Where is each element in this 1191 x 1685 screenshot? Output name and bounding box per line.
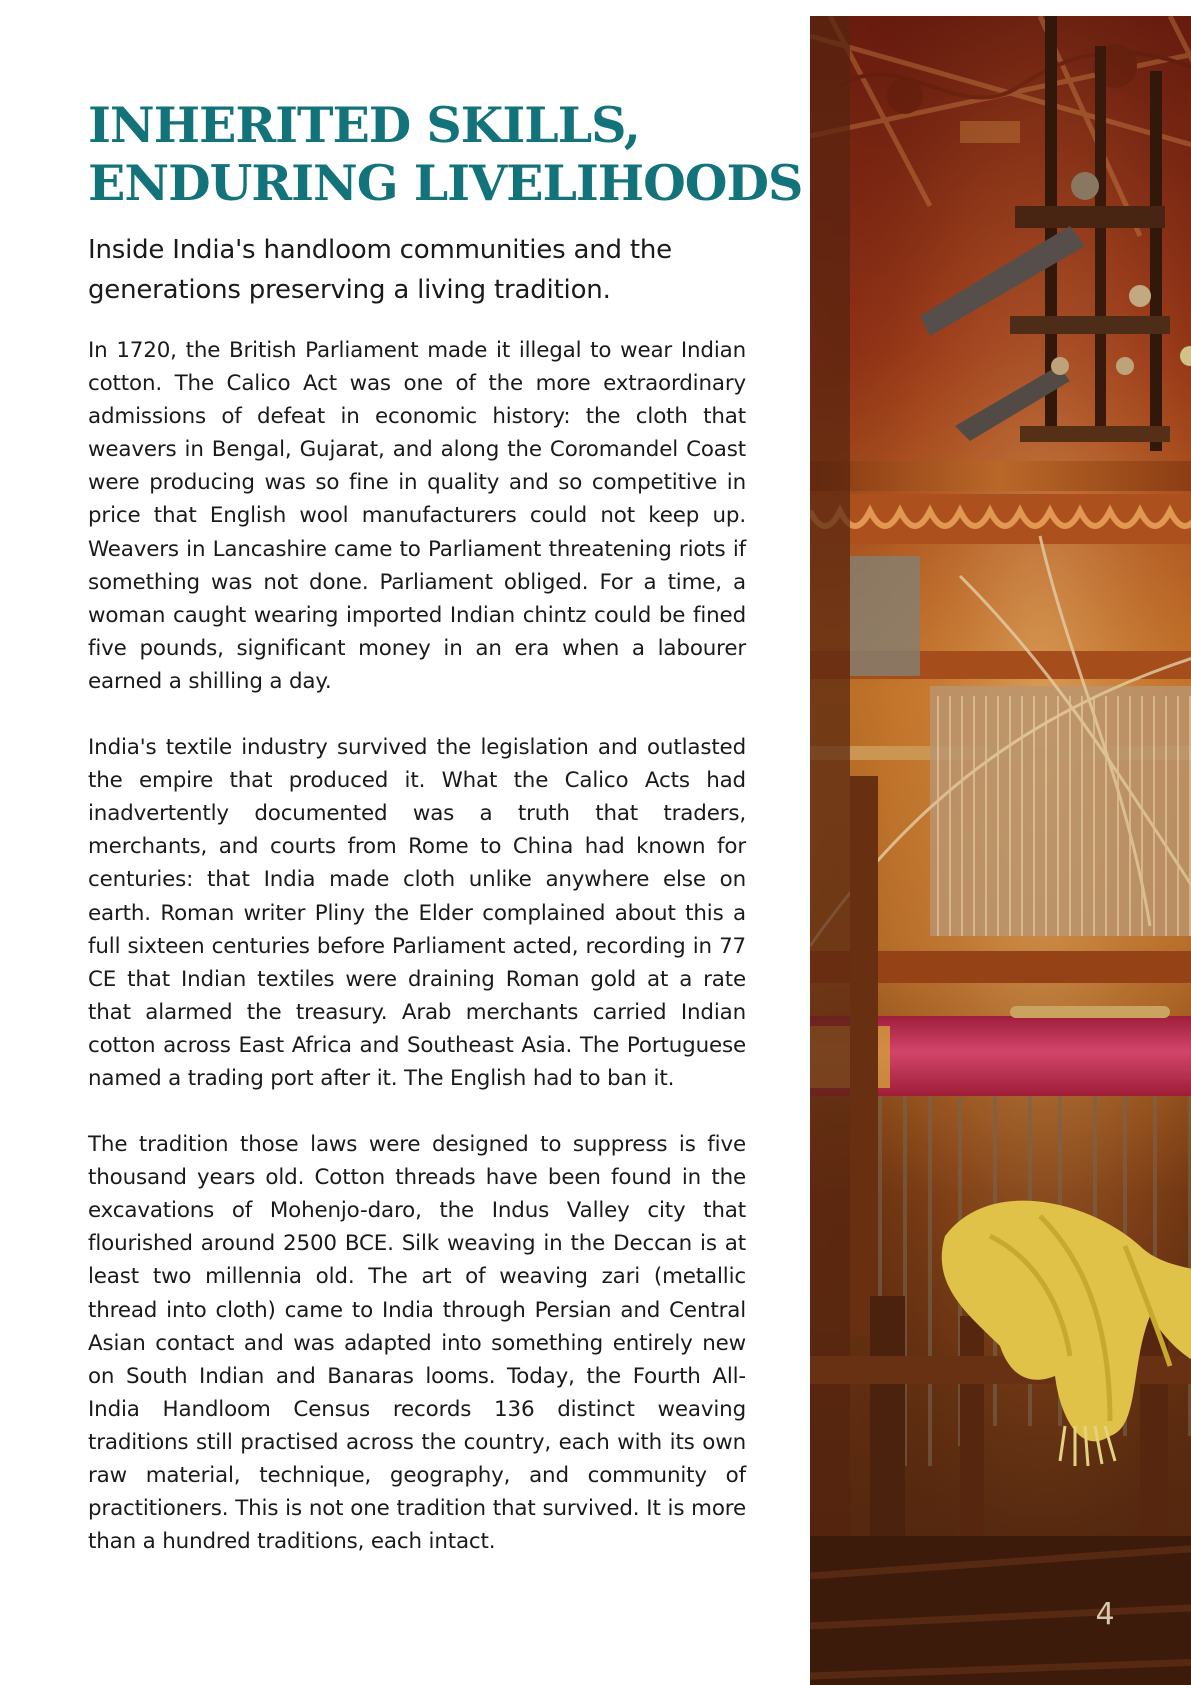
handloom-photo	[810, 16, 1191, 1685]
photo-tone-overlay	[810, 16, 1191, 1685]
article-text-column	[88, 96, 803, 1558]
page-number: 4	[1095, 1597, 1115, 1632]
article-paragraph-1: In 1720, the British Parliament made it illegal to wear Indian cotton. The Calico Act was one of the more extraordinary admissions of defeat in economic history: the cloth that weavers in Bengal, Gujarat, and along the Coromandel Coast were producing was so fine in quality and so competitive in price that English wool manufacturers could not keep up. Weavers in Lancashire came to Parliament threatening riots if something was not done. Parliament obliged. For a time, a woman caught wearing imported Indian chintz could be fined five pounds, significant money in an era when a labourer earned a shilling a day.	[88, 338, 746, 694]
article-title-line-2: ENDURING LIVELIHOODS	[88, 154, 803, 212]
article-paragraph-2: India's textile industry survived the legislation and outlasted the empire that produced it. What the Calico Acts had inadvertently documented was a truth that traders, merchants, and courts from Rome to China had known for centuries: that India made cloth unlike anywhere else on earth. Roman writer Pliny the Elder complained about this a full sixteen centuries before Parliament acted, recording in 77 CE that Indian textiles were draining Roman gold at a rate that alarmed the treasury. Arab merchants carried Indian cotton across East Africa and Southeast Asia. The Portuguese named a trading port after it. The English had to ban it.	[88, 735, 746, 1091]
handloom-photo-illustration	[810, 16, 1191, 1685]
article-paragraph-3: The tradition those laws were designed to suppress is five thousand years old. Cotton threads have been found in the excavations of Mohenjo-daro, the Indus Valley city that flourished around 2500 BCE. Silk weaving in the Deccan is at least two millennia old. The art of weaving zari (metallic thread into cloth) came to India through Persian and Central Asian contact and was adapted into something entirely new on South Indian and Banaras looms. Today, the Fourth All-India Handloom Census records 136 distinct weaving traditions still practised across the country, each with its own raw material, technique, geography, and community of practitioners. This is not one tradition that survived. It is more than a hundred traditions, each intact.	[88, 1132, 746, 1555]
article-subtitle: Inside India's handloom communities and the generations preserving a living tradition.	[88, 235, 672, 305]
article-title-line-1: INHERITED SKILLS,	[88, 96, 640, 154]
article-title	[88, 96, 803, 212]
article-body	[88, 334, 746, 1558]
